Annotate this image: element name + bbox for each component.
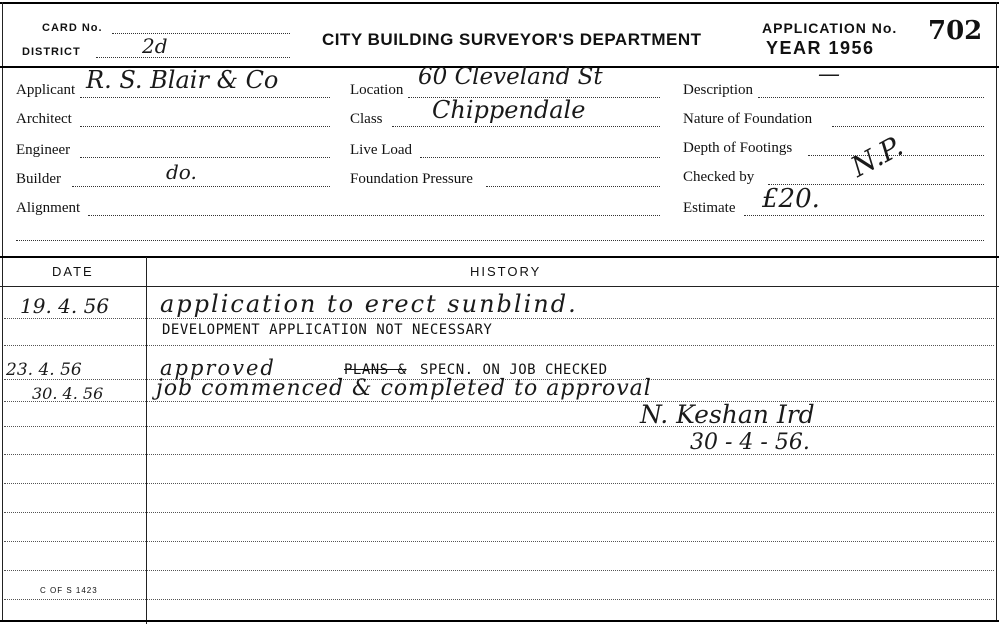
blank-line	[16, 240, 984, 241]
history-header-divider	[0, 286, 999, 287]
year-label: YEAR 1956	[766, 38, 875, 58]
history-row-line	[4, 318, 994, 319]
builder-label: Builder	[16, 171, 61, 187]
alignment-line	[88, 215, 660, 216]
stamp-specn-checked: SPECN. ON JOB CHECKED	[420, 362, 608, 378]
architect-line	[80, 126, 330, 127]
stamp-development-application: DEVELOPMENT APPLICATION NOT NECESSARY	[162, 322, 493, 338]
top-border	[0, 2, 999, 4]
form-code: C OF S 1423	[40, 586, 98, 595]
checked-by-value: N.P.	[845, 129, 909, 184]
history-row-line	[4, 483, 994, 484]
entry1-text: application to erect sunblind.	[160, 290, 578, 318]
bottom-border	[0, 620, 999, 622]
estimate-label: Estimate	[683, 200, 736, 216]
architect-label: Architect	[16, 111, 72, 127]
description-value: —	[818, 62, 840, 87]
class-label: Class	[350, 111, 383, 127]
description-label: Description	[683, 82, 753, 98]
location-label: Location	[350, 82, 404, 98]
location-value: 60 Cleveland St	[418, 64, 603, 90]
foundation-pressure-line	[486, 186, 660, 187]
signature-date: 30 - 4 - 56.	[690, 430, 810, 455]
entry3-text: job commenced & completed to approval	[156, 376, 652, 401]
applicant-line	[80, 97, 330, 98]
live-load-label: Live Load	[350, 142, 413, 158]
history-row-line	[4, 454, 994, 455]
district-value: 2d	[142, 34, 168, 58]
application-no-value: 702	[928, 16, 983, 46]
estimate-line	[744, 215, 984, 216]
history-row-line	[4, 345, 994, 346]
district-line	[96, 57, 290, 58]
live-load-line	[420, 157, 660, 158]
entry2-date: 23. 4. 56	[6, 360, 82, 380]
left-border	[2, 2, 3, 622]
applicant-value: R. S. Blair & Co	[86, 66, 279, 94]
date-column-header: DATE	[52, 264, 94, 279]
description-line	[758, 97, 984, 98]
engineer-line	[80, 157, 330, 158]
nature-of-foundation-label: Nature of Foundation	[683, 111, 813, 127]
history-row-line	[4, 401, 994, 402]
history-column-header: HISTORY	[470, 264, 542, 279]
history-row-line	[4, 426, 994, 427]
checked-by-label: Checked by	[683, 169, 755, 185]
history-row-line	[4, 512, 994, 513]
entry1-date: 19. 4. 56	[20, 294, 110, 318]
history-row-line	[4, 570, 994, 571]
engineer-label: Engineer	[16, 142, 71, 158]
department-title: CITY BUILDING SURVEYOR'S DEPARTMENT	[322, 30, 702, 49]
foundation-pressure-label: Foundation Pressure	[350, 171, 473, 187]
application-no-label: APPLICATION No.	[762, 20, 898, 36]
builder-value: do.	[166, 160, 197, 184]
class-value: Chippendale	[432, 96, 586, 124]
alignment-label: Alignment	[16, 200, 81, 216]
history-row-line	[4, 541, 994, 542]
history-top-divider	[0, 256, 999, 258]
card-no-line	[112, 33, 290, 34]
right-border	[996, 2, 997, 622]
builder-line	[72, 186, 330, 187]
date-column-divider	[146, 257, 147, 624]
estimate-value: £20.	[762, 184, 820, 214]
signature: N. Keshan Ird	[640, 400, 815, 429]
stamp-plans-struck: PLANS &	[344, 362, 407, 378]
card-no-label: CARD No.	[42, 22, 103, 34]
class-line	[392, 126, 660, 127]
entry3-date: 30. 4. 56	[32, 384, 104, 403]
applicant-label: Applicant	[16, 82, 76, 98]
depth-of-footings-label: Depth of Footings	[683, 140, 793, 156]
district-label: DISTRICT	[22, 46, 81, 58]
entry2-text: approved	[160, 356, 276, 380]
nature-of-foundation-line	[832, 126, 984, 127]
history-row-line	[4, 599, 994, 600]
